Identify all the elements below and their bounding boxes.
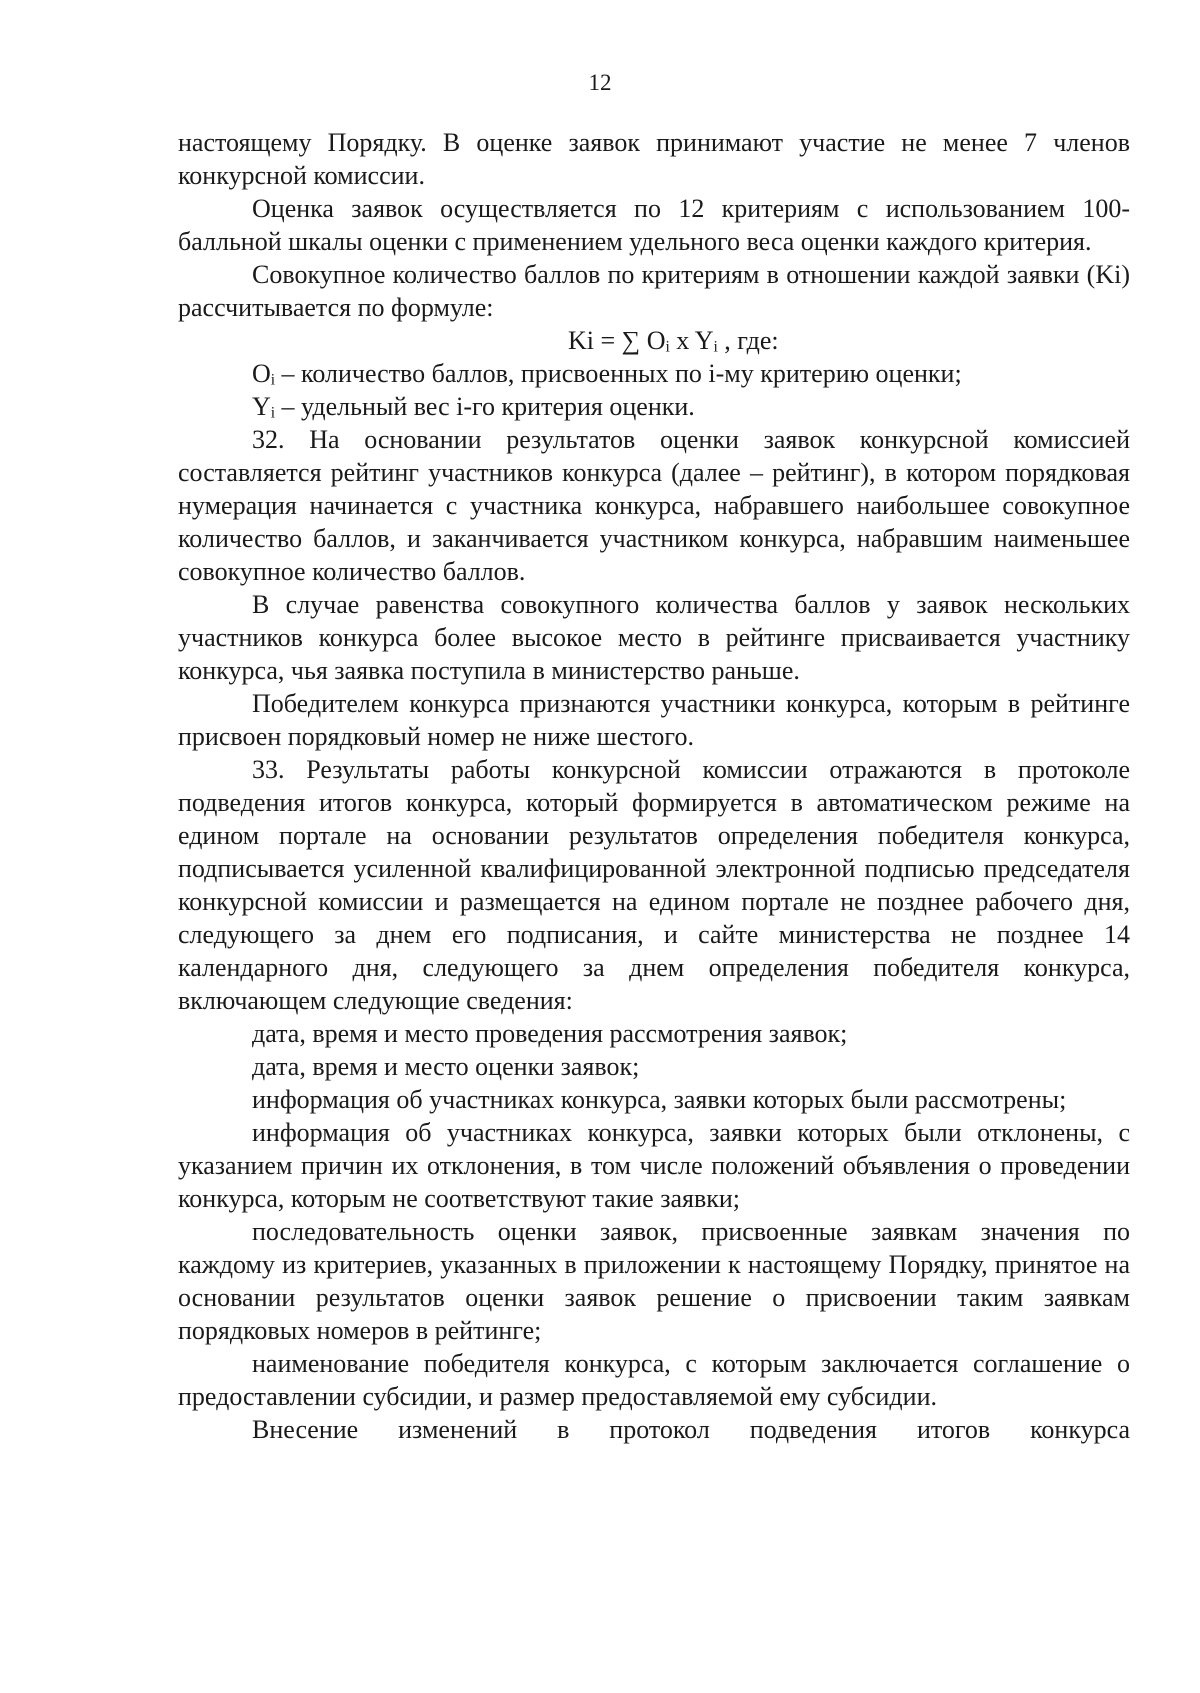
list-item-rejected-participants: информация об участниках конкурса, заявки которых были отклонены, с указанием причин их отклонения, в том числе положений объявления о проведении конкурса, которым не соответствуют такие заявки; <box>178 1118 1130 1213</box>
list-item-evaluation-date: дата, время и место оценки заявок; <box>252 1052 640 1081</box>
formula-legend-y: Yᵢ – удельный вес i-го критерия оценки. <box>252 392 695 421</box>
paragraph-winners: Победителем конкурса признаются участники конкурса, которым в рейтинге присвоен порядковый номер не ниже шестого. <box>178 689 1130 751</box>
score-formula: Ki = ∑ Oᵢ x Yᵢ , где: <box>568 326 779 355</box>
page-number: 12 <box>588 70 612 95</box>
paragraph-continuation: настоящему Порядку. В оценке заявок принимают участие не менее 7 членов конкурсной комиссии. <box>178 128 1130 190</box>
list-item-reviewed-participants: информация об участниках конкурса, заявки которых были рассмотрены; <box>252 1085 1067 1114</box>
list-item-winner-name: наименование победителя конкурса, с которым заключается соглашение о предоставлении субсидии, и размер предоставляемой ему субсидии. <box>178 1349 1130 1411</box>
paragraph-criteria: Оценка заявок осуществляется по 12 критериям с использованием 100-балльной шкалы оценки с применением удельного веса оценки каждого критерия. <box>178 194 1130 256</box>
list-item-evaluation-sequence: последовательность оценки заявок, присвоенные заявкам значения по каждому из критериев, указанных в приложении к настоящему Порядку, принятое на основании результатов оценки заявок решение о присвоении таким заявкам порядковых номеров в рейтинге; <box>178 1217 1130 1345</box>
formula-legend-o: Oᵢ – количество баллов, присвоенных по i-му критерию оценки; <box>252 359 962 388</box>
list-item-review-date: дата, время и место проведения рассмотрения заявок; <box>252 1019 848 1048</box>
paragraph-protocol-changes: Внесение изменений в протокол подведения итогов конкурса <box>252 1415 1130 1444</box>
document-body <box>178 126 1130 1446</box>
paragraph-equal-score: В случае равенства совокупного количества баллов у заявок нескольких участников конкурса более высокое место в рейтинге присваивается участнику конкурса, чья заявка поступила в министерство раньше. <box>178 590 1130 685</box>
paragraph-total-score: Совокупное количество баллов по критериям в отношении каждой заявки (Ki) рассчитывается по формуле: <box>178 260 1130 322</box>
paragraph-33-protocol: 33. Результаты работы конкурсной комиссии отражаются в протоколе подведения итогов конкурса, который формируется в автоматическом режиме на едином портале на основании результатов определения победителя конкурса, подписывается усиленной квалифицированной электронной подписью председателя конкурсной комиссии и размещается на едином портале не позднее рабочего дня, следующего за днем его подписания, и сайте министерства не позднее 14 календарного дня, следующего за днем определения победителя конкурса, включающем следующие сведения: <box>178 755 1130 1015</box>
paragraph-32-rating: 32. На основании результатов оценки заявок конкурсной комиссией составляется рейтинг участников конкурса (далее – рейтинг), в котором порядковая нумерация начинается с участника конкурса, набравшего наибольшее совокупное количество баллов, и заканчивается участником конкурса, набравшим наименьшее совокупное количество баллов. <box>178 425 1130 586</box>
